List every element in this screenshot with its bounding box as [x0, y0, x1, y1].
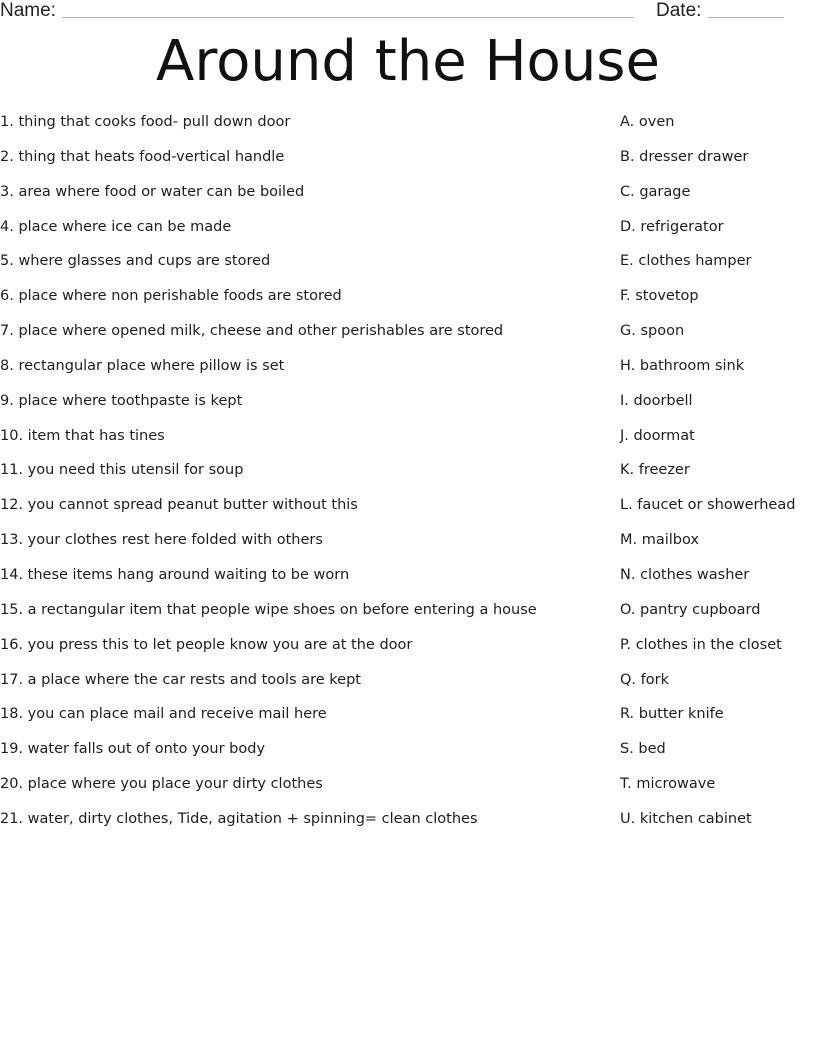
clue-item: 10. item that has tines — [0, 427, 165, 444]
answer-item: I. doorbell — [620, 392, 693, 409]
clue-item: 11. you need this utensil for soup — [0, 462, 244, 479]
clue-item: 20. place where you place your dirty clothes — [0, 776, 323, 793]
clue-item: 3. area where food or water can be boiled — [0, 183, 305, 200]
answer-item: K. freezer — [620, 462, 690, 479]
answer-list — [620, 112, 810, 844]
page-title: Around the House — [156, 29, 660, 94]
name-label: Name: — [0, 0, 56, 21]
clue-item: 19. water falls out of onto your body — [0, 741, 266, 758]
clue-item: 7. place where opened milk, cheese and other perishables are stored — [0, 323, 504, 340]
clue-item: 13. your clothes rest here folded with others — [0, 532, 323, 549]
answer-item: J. doormat — [620, 427, 695, 444]
clue-item: 8. rectangular place where pillow is set — [0, 357, 285, 374]
answer-item: Q. fork — [620, 671, 669, 688]
answer-item: P. clothes in the closet — [620, 636, 782, 653]
answer-item: M. mailbox — [620, 532, 700, 549]
clue-item: 12. you cannot spread peanut butter without this — [0, 497, 358, 514]
clue-item: 9. place where toothpaste is kept — [0, 392, 243, 409]
answer-item: S. bed — [620, 741, 666, 758]
clue-item: 2. thing that heats food-vertical handle — [0, 148, 285, 165]
answer-item: O. pantry cupboard — [620, 601, 761, 618]
answer-item: N. clothes washer — [620, 566, 750, 583]
answer-item: G. spoon — [620, 323, 685, 340]
clue-item: 1. thing that cooks food- pull down door — [0, 114, 291, 130]
answer-item: R. butter knife — [620, 706, 724, 723]
answer-item: F. stovetop — [620, 288, 699, 305]
answer-item: U. kitchen cabinet — [620, 810, 752, 827]
name-blank-line — [62, 17, 634, 18]
clue-item: 17. a place where the car rests and tools are kept — [0, 671, 361, 688]
answer-item: E. clothes hamper — [620, 253, 752, 270]
clue-item: 18. you can place mail and receive mail here — [0, 706, 327, 723]
clue-list — [0, 112, 600, 844]
clue-item: 16. you press this to let people know you are at the door — [0, 636, 413, 653]
date-label: Date: — [656, 0, 702, 21]
clue-item: 4. place where ice can be made — [0, 218, 232, 235]
clue-item: 6. place where non perishable foods are stored — [0, 288, 342, 305]
clue-item: 14. these items hang around waiting to be worn — [0, 566, 350, 583]
answer-item: D. refrigerator — [620, 218, 724, 235]
answer-item: A. oven — [620, 114, 675, 130]
answer-item: L. faucet or showerhead — [620, 497, 796, 514]
answer-item: B. dresser drawer — [620, 148, 749, 165]
answer-item: C. garage — [620, 183, 691, 200]
clue-item: 5. where glasses and cups are stored — [0, 253, 271, 270]
date-blank-line — [708, 17, 784, 18]
worksheet-header — [0, 0, 816, 26]
answer-item: H. bathroom sink — [620, 357, 745, 374]
answer-item: T. microwave — [620, 776, 716, 793]
clue-item: 21. water, dirty clothes, Tide, agitation + spinning= clean clothes — [0, 810, 478, 827]
clue-item: 15. a rectangular item that people wipe shoes on before entering a house — [0, 601, 537, 618]
